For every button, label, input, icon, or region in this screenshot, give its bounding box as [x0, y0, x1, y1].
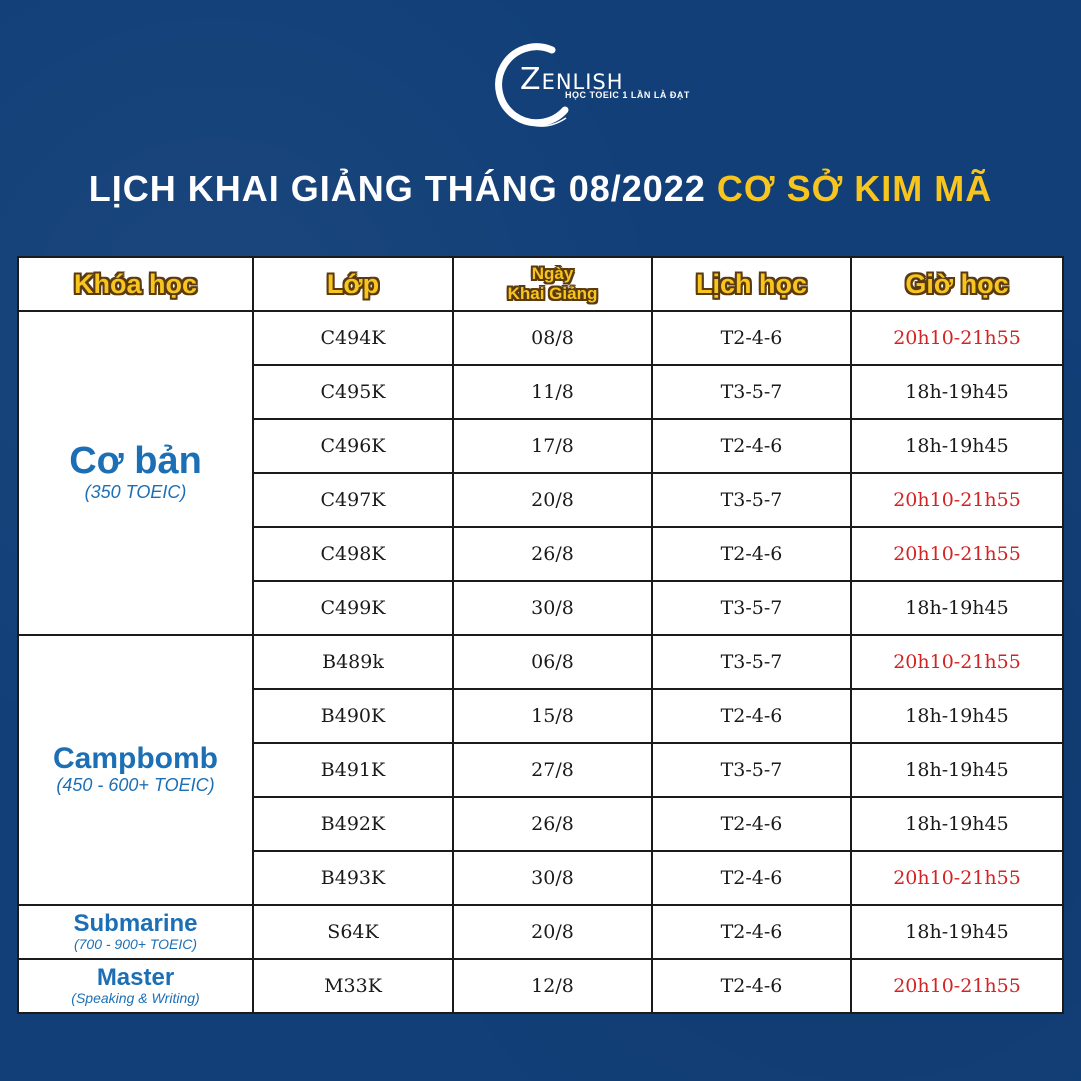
class-time-cell: 18h-19h45	[851, 689, 1063, 743]
class-time-cell: 18h-19h45	[851, 905, 1063, 959]
start-date-cell: 30/8	[453, 581, 652, 635]
class-code-cell: S64K	[253, 905, 453, 959]
schedule-days-cell: T3-5-7	[652, 743, 851, 797]
start-date-cell: 08/8	[453, 311, 652, 365]
schedule-days-cell: T3-5-7	[652, 473, 851, 527]
table-header-row	[18, 257, 1063, 311]
schedule-table	[17, 256, 1064, 1014]
schedule-days-cell: T3-5-7	[652, 635, 851, 689]
start-date-cell: 20/8	[453, 473, 652, 527]
schedule-days-cell: T2-4-6	[652, 311, 851, 365]
class-time-cell: 18h-19h45	[851, 419, 1063, 473]
course-name: Cơ bản	[69, 440, 202, 483]
class-code-cell: B492K	[253, 797, 453, 851]
table-row	[18, 905, 1063, 959]
class-code-cell: C499K	[253, 581, 453, 635]
class-code-cell: B491K	[253, 743, 453, 797]
class-code-cell: B489k	[253, 635, 453, 689]
table-row	[18, 635, 1063, 689]
start-date-cell: 27/8	[453, 743, 652, 797]
course-level: (Speaking & Writing)	[71, 990, 200, 1007]
start-date-cell: 06/8	[453, 635, 652, 689]
schedule-days-cell: T2-4-6	[652, 959, 851, 1013]
class-time-cell: 20h10-21h55	[851, 527, 1063, 581]
logo-tagline: HỌC TOEIC 1 LẦN LÀ ĐẠT	[565, 90, 690, 100]
class-time-cell: 20h10-21h55	[851, 635, 1063, 689]
course-cell	[18, 959, 253, 1013]
header-time	[851, 257, 1063, 311]
class-code-cell: C496K	[253, 419, 453, 473]
header-course-label: Khóa học	[73, 268, 197, 299]
class-code-cell: C495K	[253, 365, 453, 419]
logo-letter-z: Z	[520, 62, 542, 97]
title-accent: CƠ SỞ KIM MÃ	[716, 168, 993, 209]
class-time-cell: 18h-19h45	[851, 743, 1063, 797]
class-time-cell: 18h-19h45	[851, 581, 1063, 635]
table-row	[18, 959, 1063, 1013]
start-date-cell: 12/8	[453, 959, 652, 1013]
schedule-days-cell: T2-4-6	[652, 527, 851, 581]
course-level: (700 - 900+ TOEIC)	[73, 936, 198, 953]
class-code-cell: C498K	[253, 527, 453, 581]
course-cell	[18, 635, 253, 905]
course-name: Campbomb	[53, 742, 218, 776]
class-time-cell: 20h10-21h55	[851, 473, 1063, 527]
header-class	[253, 257, 453, 311]
header-course	[18, 257, 253, 311]
schedule-days-cell: T3-5-7	[652, 581, 851, 635]
class-time-cell: 18h-19h45	[851, 797, 1063, 851]
header-start-date	[453, 257, 652, 311]
schedule-days-cell: T3-5-7	[652, 365, 851, 419]
class-code-cell: B493K	[253, 851, 453, 905]
header-schedule	[652, 257, 851, 311]
schedule-days-cell: T2-4-6	[652, 689, 851, 743]
title-main: LỊCH KHAI GIẢNG THÁNG 08/2022	[88, 168, 706, 209]
schedule-days-cell: T2-4-6	[652, 797, 851, 851]
schedule-days-cell: T2-4-6	[652, 419, 851, 473]
course-name: Submarine	[73, 910, 198, 937]
class-time-cell: 18h-19h45	[851, 365, 1063, 419]
schedule-days-cell: T2-4-6	[652, 905, 851, 959]
start-date-cell: 20/8	[453, 905, 652, 959]
course-level: (450 - 600+ TOEIC)	[56, 774, 215, 795]
class-code-cell: M33K	[253, 959, 453, 1013]
start-date-cell: 11/8	[453, 365, 652, 419]
class-code-cell: C494K	[253, 311, 453, 365]
zenlish-logo	[490, 40, 700, 130]
class-time-cell: 20h10-21h55	[851, 311, 1063, 365]
class-time-cell: 20h10-21h55	[851, 959, 1063, 1013]
start-date-cell: 30/8	[453, 851, 652, 905]
header-start-date-line1: Ngày	[531, 264, 574, 283]
course-level: (350 TOEIC)	[84, 482, 187, 503]
course-cell	[18, 905, 253, 959]
header-start-date-line2: Khai Giảng	[507, 284, 598, 303]
start-date-cell: 26/8	[453, 527, 652, 581]
course-cell	[18, 311, 253, 635]
logo-letters-rest: ENLISH	[541, 70, 624, 94]
course-name: Master	[96, 964, 175, 991]
class-code-cell: C497K	[253, 473, 453, 527]
table-row	[18, 311, 1063, 365]
start-date-cell: 26/8	[453, 797, 652, 851]
start-date-cell: 17/8	[453, 419, 652, 473]
page-title	[0, 168, 1081, 210]
header-class-label: Lớp	[326, 268, 380, 299]
start-date-cell: 15/8	[453, 689, 652, 743]
class-time-cell: 20h10-21h55	[851, 851, 1063, 905]
header-schedule-label: Lịch học	[695, 268, 807, 299]
header-time-label: Giờ học	[905, 268, 1009, 299]
schedule-days-cell: T2-4-6	[652, 851, 851, 905]
class-code-cell: B490K	[253, 689, 453, 743]
